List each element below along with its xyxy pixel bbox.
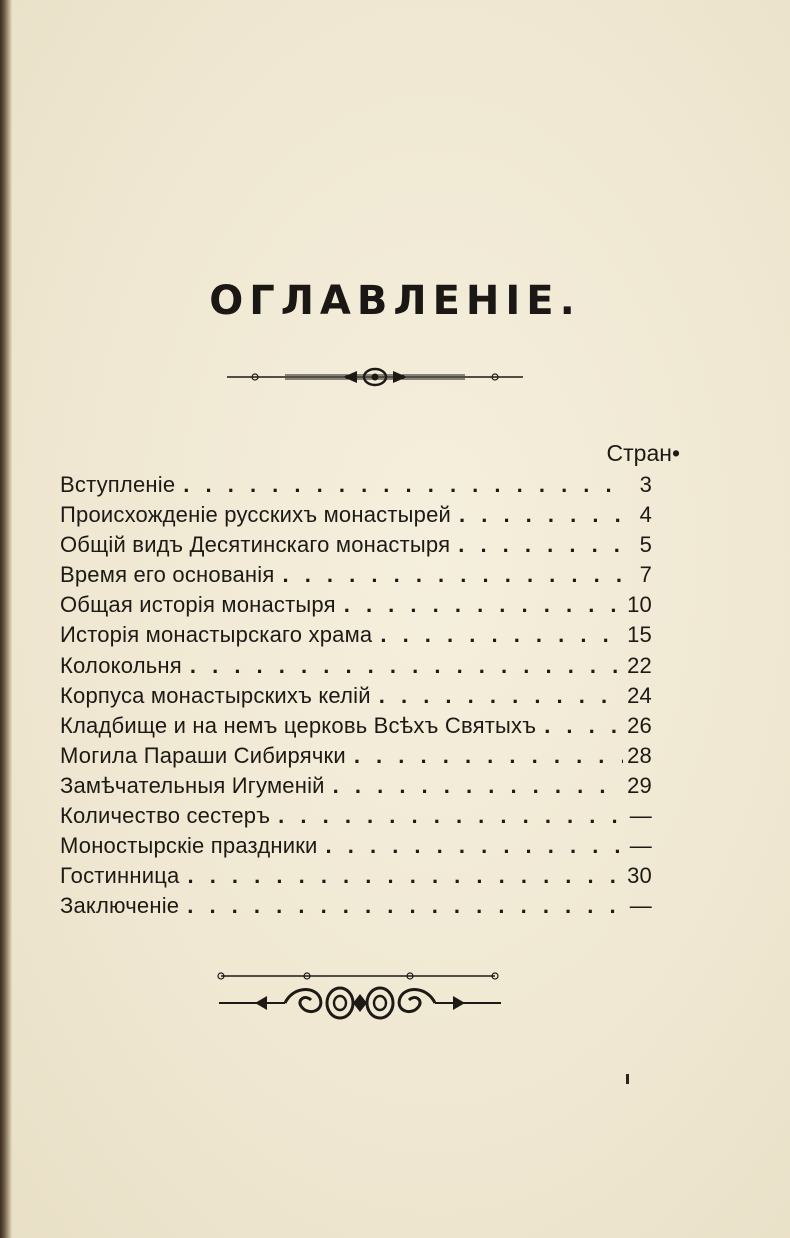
toc-entry-title: Происхожденіе русскихъ монастырей (60, 502, 451, 528)
toc-entry-page: 3 (639, 472, 652, 497)
toc-entry-page: — (629, 833, 652, 859)
toc-entry (60, 713, 652, 743)
toc-entry-page: 5 (639, 532, 652, 558)
dot-leader (190, 653, 623, 679)
toc-entry-page: — (629, 893, 652, 919)
page-binding-edge (0, 0, 12, 1238)
toc-entry-page: 26 (627, 712, 652, 738)
dot-leader (326, 833, 626, 859)
toc-entry-page: 24 (627, 682, 652, 708)
toc-entry-title: Замѣчательныя Игуменій (60, 772, 325, 798)
toc-entry-title: Кладбище и на немъ церковь Всѣхъ Святыхъ (60, 712, 537, 738)
toc-entry-title: Общій видъ Десятинскаго монастыря (60, 532, 451, 558)
toc-entry (60, 653, 652, 683)
toc-entry (60, 833, 652, 863)
toc-entry-title: Гостинница (60, 863, 180, 889)
dot-leader (458, 532, 626, 558)
dot-leader (354, 743, 623, 769)
page-title: ОГЛАВЛЕНIЕ. (209, 278, 581, 324)
dot-leader (379, 683, 623, 709)
dot-leader (380, 622, 623, 648)
toc-entry-title: Заключеніе (60, 893, 180, 919)
toc-entry (60, 622, 652, 652)
bottom-ornament-divider (215, 968, 505, 1030)
toc-entry (60, 893, 652, 923)
toc-entry-title: Время его основанія (60, 562, 275, 588)
dot-leader (183, 472, 626, 498)
toc-entry (60, 592, 652, 622)
toc-entry (60, 683, 652, 713)
page-column-header: Стран• (606, 440, 680, 466)
toc-entry (60, 743, 652, 773)
toc-entry (60, 863, 652, 893)
dot-leader (344, 592, 623, 618)
dot-leader (333, 773, 623, 799)
dot-leader (282, 562, 626, 588)
top-ornament-divider (225, 366, 525, 388)
toc-entry-title: Колокольня (60, 652, 182, 678)
toc-entry-title: Могила Параши Сибирячки (60, 742, 346, 768)
toc-entry-title: Общая исторія монастыря (60, 592, 336, 618)
ink-speck (626, 1074, 629, 1084)
toc-entry-page: 15 (627, 622, 652, 648)
toc-entry-page: — (629, 803, 652, 829)
dot-leader (187, 893, 626, 919)
toc-entry (60, 773, 652, 803)
toc-entry-page: 22 (627, 652, 652, 678)
toc-entry-title: Вступленіе (60, 472, 176, 497)
toc-entry (60, 803, 652, 833)
toc-entry (60, 562, 652, 592)
table-of-contents (60, 472, 652, 923)
dot-leader (544, 713, 623, 739)
toc-entry-page: 4 (639, 502, 652, 528)
toc-entry-title: Корпуса монастырскихъ келій (60, 682, 371, 708)
dot-leader (459, 502, 626, 528)
toc-entry-page: 29 (627, 772, 652, 798)
dot-leader (187, 863, 623, 889)
toc-entry (60, 502, 652, 532)
toc-entry-page: 30 (627, 863, 652, 889)
toc-entry-title: Исторія монастырскаго храма (60, 622, 373, 648)
toc-entry-title: Моностырскіе праздники (60, 833, 318, 859)
toc-entry-page: 7 (639, 562, 652, 588)
toc-entry-page: 10 (627, 592, 652, 618)
toc-entry (60, 472, 652, 502)
toc-entry-page: 28 (627, 742, 652, 768)
dot-leader (278, 803, 626, 829)
toc-entry (60, 532, 652, 562)
toc-entry-title: Количество сестеръ (60, 803, 271, 829)
